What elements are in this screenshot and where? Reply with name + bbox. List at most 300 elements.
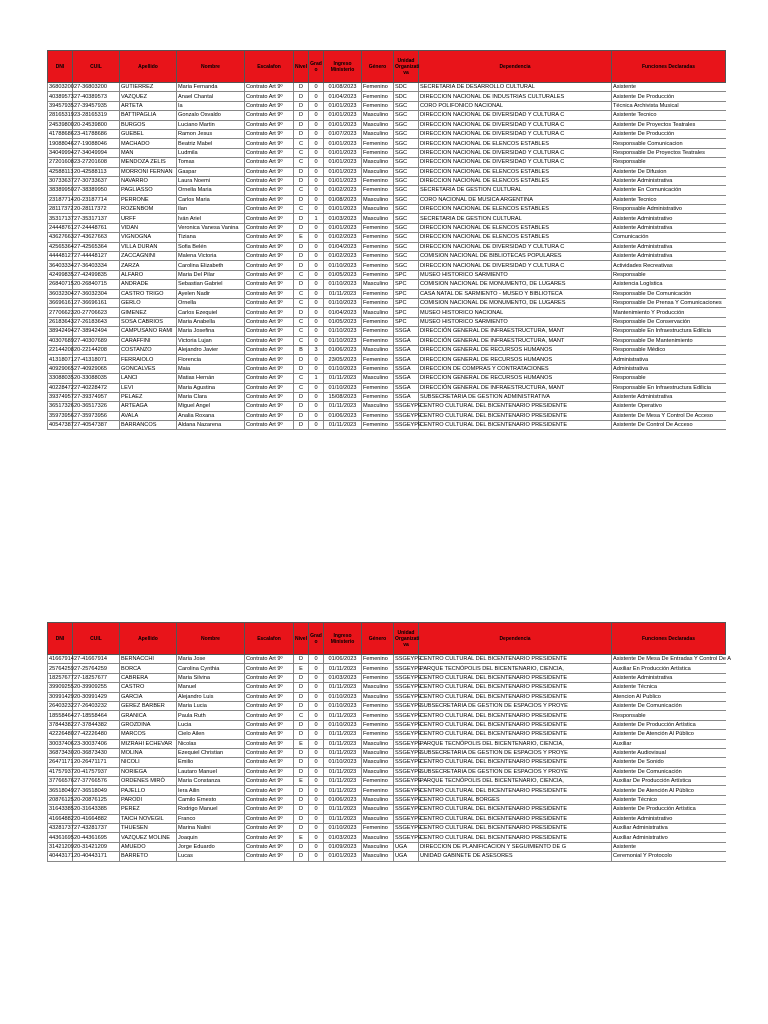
- cell-nombre: Joaquin: [177, 833, 245, 842]
- cell-cuil: 20-26471171: [73, 758, 120, 767]
- cell-genero: Femenino: [362, 261, 394, 270]
- cell-ingreso: 01/10/2023: [324, 824, 362, 833]
- cell-genero: Masculino: [362, 833, 394, 842]
- cell-cuil: 27-40547387: [73, 421, 120, 430]
- table-row: [48, 308, 726, 317]
- cell-unidad: SSGA: [394, 327, 419, 336]
- cell-grado: 0: [309, 308, 324, 317]
- cell-genero: Masculino: [362, 280, 394, 289]
- cell-grado: 0: [309, 767, 324, 776]
- cell-cuil: 20-36873430: [73, 748, 120, 757]
- column-header-funciones: Funciones Declaradas: [612, 623, 726, 655]
- cell-dni: 36403334: [49, 262, 74, 269]
- cell-funciones: Auxiliar: [612, 739, 726, 748]
- cell-escalafon: Contrato Art 9º: [245, 673, 294, 682]
- cell-cuil: 27-18558464: [73, 711, 120, 720]
- cell-nombre: Alejandro Javier: [177, 345, 245, 354]
- cell-ingreso: 01/01/2023: [324, 223, 362, 232]
- column-header-nombre: Nombre: [177, 623, 245, 655]
- cell-genero: Femenino: [362, 139, 394, 148]
- cell-nivel: D: [294, 701, 309, 710]
- cell-genero: Femenino: [362, 355, 394, 364]
- cell-ingreso: 01/10/2023: [324, 327, 362, 336]
- cell-nivel: D: [294, 421, 309, 430]
- cell-nivel: C: [294, 289, 309, 298]
- cell-cuil: 27-37766576: [73, 777, 120, 786]
- cell-cuil: 27-36403334: [73, 261, 120, 270]
- cell-cuil: 20-41757937: [73, 767, 120, 776]
- cell-cuil: 20-40443171: [73, 852, 120, 861]
- column-header-dependencia: Dependencia: [419, 51, 612, 83]
- cell-funciones: Asistente Administrativa: [612, 252, 726, 261]
- cell-dependencia: CENTRO CULTURAL DEL BICENTENARIO PRESIDENTE: [419, 805, 612, 814]
- cell-nivel: D: [294, 852, 309, 861]
- cell-dni: 22144208: [49, 347, 74, 354]
- cell-apellido: NAVARRO: [120, 176, 177, 185]
- cell-funciones: Asistente Técnica: [612, 683, 726, 692]
- cell-cuil: 27-25764259: [73, 664, 120, 673]
- cell-nombre: Maria Anabella: [177, 317, 245, 326]
- cell-unidad: SGC: [394, 223, 419, 232]
- cell-unidad: SSGEYPE: [395, 815, 422, 822]
- cell-dni: 35317137: [49, 215, 74, 222]
- cell-dependencia: COMISION NACIONAL DE MONUMENTO, DE LUGARES: [419, 280, 612, 289]
- table-row: [48, 852, 726, 861]
- cell-funciones: Responsable: [612, 270, 726, 279]
- cell-apellido: NICOLI: [120, 758, 177, 767]
- cell-cuil: 23-27201608: [73, 158, 120, 167]
- cell-escalafon: Contrato Art 9º: [245, 176, 294, 185]
- cell-ingreso: 01/01/2023: [324, 120, 362, 129]
- cell-dni: 38942494: [49, 328, 74, 335]
- cell-nivel: D: [294, 111, 309, 120]
- cell-ingreso: 01/10/2023: [324, 280, 362, 289]
- cell-cuil: 27-18257677: [73, 673, 120, 682]
- table-row: [48, 655, 726, 664]
- table-row: [48, 673, 726, 682]
- cell-cuil: 27-36803200: [73, 83, 120, 92]
- cell-nivel: C: [294, 383, 309, 392]
- cell-unidad: SPC: [394, 317, 419, 326]
- cell-escalafon: Contrato Art 9º: [245, 683, 294, 692]
- cell-ingreso: 01/10/2023: [324, 720, 362, 729]
- cell-ingreso: 01/01/2023: [324, 148, 362, 157]
- cell-ingreso: 01/11/2023: [324, 402, 362, 411]
- cell-nivel: D: [294, 83, 309, 92]
- cell-unidad: SPC: [394, 289, 419, 298]
- table-row: [48, 421, 726, 430]
- cell-apellido: LEVI: [120, 383, 177, 392]
- cell-escalafon: Contrato Art 9º: [245, 758, 294, 767]
- cell-funciones: Asistente De Mesa De Entradas Y Control De A: [613, 656, 731, 663]
- cell-funciones: Auxiliar En Producción Artística: [612, 664, 726, 673]
- cell-funciones: Asistente Tecnico: [612, 195, 726, 204]
- cell-genero: Masculino: [362, 195, 394, 204]
- table-row: [48, 242, 726, 251]
- cell-ingreso: 01/11/2023: [324, 289, 362, 298]
- cell-dependencia: COMISION NACIONAL DE BIBLIOTECAS POPULARES: [419, 252, 612, 261]
- cell-dependencia: CENTRO CULTURAL DEL BICENTENARIO PRESIDENTE: [419, 758, 612, 767]
- cell-grado: 0: [309, 261, 324, 270]
- cell-nombre: Gaspar: [177, 167, 245, 176]
- cell-unidad: SGC: [394, 176, 419, 185]
- cell-funciones: Responsable De Comunicación: [612, 289, 726, 298]
- cell-dependencia: DIRECCION NACIONAL DE ELENCOS ESTABLES: [419, 176, 612, 185]
- cell-nivel: D: [294, 720, 309, 729]
- cell-escalafon: Contrato Art 9º: [245, 270, 294, 279]
- column-header-nivel: Nivel: [294, 51, 309, 83]
- cell-dependencia: CENTRO CULTURAL DEL BICENTENARIO PRESIDENTE: [419, 786, 612, 795]
- cell-nombre: Paula Ruth: [177, 711, 245, 720]
- cell-apellido: MAN: [120, 148, 177, 157]
- column-header-dni: DNI: [48, 623, 73, 655]
- cell-nivel: D: [294, 786, 309, 795]
- cell-genero: Femenino: [362, 664, 394, 673]
- cell-nombre: Ia: [177, 101, 245, 110]
- cell-escalafon: Contrato Art 9º: [245, 280, 294, 289]
- cell-dni: 41664882: [49, 815, 74, 822]
- cell-grado: 3: [309, 345, 324, 354]
- cell-unidad: SGC: [394, 205, 419, 214]
- cell-nombre: Maria Josefina: [177, 327, 245, 336]
- cell-escalafon: Contrato Art 9º: [245, 374, 294, 383]
- cell-grado: 0: [309, 242, 324, 251]
- cell-funciones: Administrativa: [612, 355, 726, 364]
- cell-nivel: D: [294, 92, 309, 101]
- cell-genero: Femenino: [362, 824, 394, 833]
- cell-genero: Masculino: [362, 852, 394, 861]
- cell-funciones: Asistente De Proyectos Teatrales: [612, 120, 726, 129]
- cell-escalafon: Contrato Art 9º: [245, 148, 294, 157]
- cell-escalafon: Contrato Art 9º: [245, 402, 294, 411]
- cell-escalafon: Contrato Art 9º: [245, 261, 294, 270]
- column-header-grado: Grad o: [309, 623, 324, 655]
- cell-cuil: 20-31643385: [73, 805, 120, 814]
- cell-dni: 35973956: [49, 412, 74, 419]
- cell-apellido: ZACCAGNINI: [120, 252, 177, 261]
- cell-grado: 1: [309, 374, 324, 383]
- cell-grado: 0: [309, 814, 324, 823]
- cell-funciones: Asistente Administrativa: [612, 176, 726, 185]
- cell-grado: 0: [309, 83, 324, 92]
- cell-unidad: SSGEYPE: [395, 703, 422, 710]
- cell-apellido: PELAEZ: [120, 392, 177, 401]
- cell-ingreso: 01/06/2023: [324, 411, 362, 420]
- cell-apellido: PEREZ: [120, 805, 177, 814]
- cell-dni: 41318071: [49, 356, 74, 363]
- cell-dni: 24448761: [49, 225, 74, 232]
- cell-nombre: Ayelen Nadir: [177, 289, 245, 298]
- column-header-escalafon: Escalafon: [245, 51, 294, 83]
- cell-genero: Masculino: [362, 167, 394, 176]
- column-header-dni: DNI: [48, 51, 73, 83]
- cell-apellido: TAICH NOVEGIL: [120, 814, 177, 823]
- cell-dni: 26471171: [49, 759, 74, 766]
- cell-ingreso: 01/01/2023: [324, 167, 362, 176]
- cell-genero: Femenino: [362, 730, 394, 739]
- cell-dni: 40389573: [49, 93, 74, 100]
- cell-dependencia: SUBSECRETARIA DE GESTION ADMINISTRATIVA: [419, 392, 612, 401]
- cell-funciones: Administrativa: [612, 364, 726, 373]
- table-row: [48, 336, 726, 345]
- cell-funciones: Atencion Al Publico: [612, 692, 726, 701]
- cell-genero: Masculino: [362, 345, 394, 354]
- table-row: [48, 317, 726, 326]
- cell-dependencia: DIRECCION NACIONAL DE DIVERSIDAD Y CULTURA C: [419, 261, 612, 270]
- table-row: [48, 748, 726, 757]
- cell-dependencia: MUSEO HISTORICO SARMIENTO: [419, 270, 612, 279]
- cell-dni: 39374957: [49, 394, 74, 401]
- cell-cuil: 20-44361695: [73, 833, 120, 842]
- cell-grado: 0: [309, 195, 324, 204]
- cell-unidad: SSGA: [394, 364, 419, 373]
- cell-nombre: Anael Chantal: [177, 92, 245, 101]
- cell-escalafon: Contrato Art 9º: [245, 92, 294, 101]
- cell-nombre: Tiziana: [177, 233, 245, 242]
- cell-nivel: D: [294, 261, 309, 270]
- table-row: [48, 120, 726, 129]
- table-row: [48, 176, 726, 185]
- cell-dni: 24539800: [49, 121, 74, 128]
- cell-apellido: VAZQUEZ: [120, 92, 177, 101]
- table-row: [48, 92, 726, 101]
- cell-dni: 26403232: [49, 703, 74, 710]
- cell-dependencia: CENTRO CULTURAL DEL BICENTENARIO PRESIDENTE: [419, 673, 612, 682]
- cell-dependencia: CENTRO CULTURAL DEL BICENTENARIO PRESIDENTE: [419, 824, 612, 833]
- cell-nombre: Nicolas: [177, 739, 245, 748]
- cell-nivel: C: [294, 148, 309, 157]
- cell-genero: Femenino: [362, 298, 394, 307]
- cell-genero: Femenino: [362, 317, 394, 326]
- cell-ingreso: 01/11/2023: [324, 374, 362, 383]
- cell-dni: 30037406: [49, 740, 74, 747]
- cell-grado: 0: [309, 148, 324, 157]
- cell-unidad: SSGEYPE: [395, 750, 422, 757]
- cell-funciones: Asistente Tecnico: [612, 111, 726, 120]
- cell-unidad: SSGEYPE: [395, 665, 422, 672]
- cell-ingreso: 01/10/2023: [324, 692, 362, 701]
- table-row: [48, 289, 726, 298]
- cell-apellido: MENDOZA ZELIS: [120, 158, 177, 167]
- cell-grado: 0: [309, 364, 324, 373]
- cell-grado: 0: [309, 730, 324, 739]
- table-row: [48, 383, 726, 392]
- cell-cuil: 27-41667914: [73, 655, 120, 664]
- cell-grado: 0: [309, 739, 324, 748]
- cell-unidad: SSGA: [394, 355, 419, 364]
- cell-unidad: SSGEYPE: [395, 422, 422, 429]
- cell-nombre: Laura Noemi: [177, 176, 245, 185]
- cell-genero: Femenino: [362, 392, 394, 401]
- cell-unidad: SGC: [394, 158, 419, 167]
- cell-nombre: Rodrigo Manuel: [177, 805, 245, 814]
- cell-dependencia: DIRECCION NACIONAL DE ELENCOS ESTABLES: [419, 223, 612, 232]
- table-row: [48, 195, 726, 204]
- cell-dependencia: MUSEO HISTORICO NACIONAL: [419, 308, 612, 317]
- cell-apellido: THUESEN: [120, 824, 177, 833]
- cell-apellido: MOLINA: [120, 748, 177, 757]
- table-row: [48, 101, 726, 110]
- cell-funciones: Asistente De Difusion: [612, 167, 726, 176]
- cell-grado: 0: [309, 842, 324, 851]
- cell-apellido: MARCOS: [120, 730, 177, 739]
- cell-genero: Femenino: [362, 223, 394, 232]
- cell-cuil: 27-42499835: [73, 270, 120, 279]
- table-row: [48, 411, 726, 420]
- cell-grado: 0: [309, 777, 324, 786]
- cell-funciones: Asistente Administrativo: [612, 214, 726, 223]
- cell-funciones: Responsable De Proyectos Teatrales: [612, 148, 726, 157]
- cell-genero: Masculino: [362, 205, 394, 214]
- cell-dni: 41667914: [49, 656, 74, 663]
- cell-escalafon: Contrato Art 9º: [245, 111, 294, 120]
- cell-ingreso: 15/08/2023: [324, 392, 362, 401]
- cell-apellido: PARODI: [120, 795, 177, 804]
- cell-funciones: Responsable En Infraestructura Edilicia: [612, 327, 726, 336]
- cell-escalafon: Contrato Art 9º: [245, 167, 294, 176]
- cell-ingreso: 01/04/2023: [324, 308, 362, 317]
- cell-apellido: GERLO: [120, 298, 177, 307]
- cell-cuil: 20-26840715: [73, 280, 120, 289]
- cell-unidad: SSGEYPE: [395, 759, 422, 766]
- cell-ingreso: 01/10/2023: [324, 383, 362, 392]
- cell-genero: Femenino: [362, 421, 394, 430]
- table-row: [48, 148, 726, 157]
- cell-grado: 0: [309, 336, 324, 345]
- cell-funciones: Asistencia Logística: [612, 280, 726, 289]
- cell-ingreso: 01/02/2023: [324, 252, 362, 261]
- cell-funciones: Asistente De Atención Al Público: [612, 730, 726, 739]
- table-row: [48, 345, 726, 354]
- cell-ingreso: 01/11/2023: [324, 805, 362, 814]
- cell-grado: 0: [309, 139, 324, 148]
- cell-cuil: 27-36032304: [73, 289, 120, 298]
- cell-genero: Masculino: [362, 805, 394, 814]
- cell-apellido: LANCI: [120, 374, 177, 383]
- cell-nombre: Maria Lucia: [177, 701, 245, 710]
- cell-unidad: SSGEYPE: [395, 412, 422, 419]
- cell-dependencia: DIRECCION NACIONAL DE DIVERSIDAD Y CULTURA C: [419, 158, 612, 167]
- cell-nombre: Franco: [177, 814, 245, 823]
- cell-funciones: Asistente Administrativa: [612, 673, 726, 682]
- column-header-unidad: Unidad Organizati va: [394, 51, 419, 83]
- cell-unidad: SSGEYPE: [395, 656, 422, 663]
- cell-apellido: BARRETO: [120, 852, 177, 861]
- cell-ingreso: 01/10/2023: [324, 701, 362, 710]
- cell-apellido: ORDENES MIRÓ: [120, 777, 177, 786]
- cell-dependencia: COMISION NACIONAL DE MONUMENTO, DE LUGARES: [419, 298, 612, 307]
- table-row: [48, 767, 726, 776]
- cell-nivel: C: [294, 205, 309, 214]
- cell-genero: Masculino: [362, 402, 394, 411]
- cell-ingreso: 01/11/2023: [324, 814, 362, 823]
- cell-dni: 37844382: [49, 721, 74, 728]
- cell-nombre: Iván Ariel: [177, 214, 245, 223]
- cell-nivel: D: [294, 195, 309, 204]
- column-header-dependencia: Dependencia: [419, 623, 612, 655]
- cell-nivel: D: [294, 767, 309, 776]
- cell-escalafon: Contrato Art 9º: [245, 711, 294, 720]
- table-row: [48, 186, 726, 195]
- cell-grado: 0: [309, 270, 324, 279]
- table-row: [48, 795, 726, 804]
- cell-funciones: Asistente De Sonido: [612, 758, 726, 767]
- cell-unidad: SSGEYPE: [395, 806, 422, 813]
- cell-dependencia: DIRECCION DE COMPRAS Y CONTRATACIONES: [419, 364, 612, 373]
- table-row: [48, 701, 726, 710]
- column-header-ingreso: Ingreso Ministerio: [324, 623, 362, 655]
- table-row: [48, 214, 726, 223]
- cell-dependencia: SECRETARIA DE GESTION CULTURAL: [419, 186, 612, 195]
- cell-escalafon: Contrato Art 9º: [245, 233, 294, 242]
- table-row: [48, 711, 726, 720]
- cell-ingreso: 01/11/2023: [324, 664, 362, 673]
- cell-apellido: VILLA DURAN: [120, 242, 177, 251]
- cell-dni: 36803200: [49, 84, 74, 91]
- cell-cuil: 27-39457935: [73, 101, 120, 110]
- cell-unidad: SSGEYPE: [395, 787, 422, 794]
- cell-nombre: Maria Clara: [177, 392, 245, 401]
- cell-nombre: Ramon Jesus: [177, 129, 245, 138]
- cell-nombre: Sebastian Gabriel: [177, 280, 245, 289]
- cell-nivel: E: [294, 664, 309, 673]
- cell-funciones: Auxiliar Administrativa: [612, 824, 726, 833]
- cell-cuil: 27-24448761: [73, 223, 120, 232]
- cell-genero: Masculino: [362, 692, 394, 701]
- cell-apellido: CAMPUSANO RAMI: [120, 327, 177, 336]
- cell-dependencia: MUSEO HISTORICO SARMIENTO: [419, 317, 612, 326]
- cell-genero: Masculino: [362, 111, 394, 120]
- cell-escalafon: Contrato Art 9º: [245, 336, 294, 345]
- cell-funciones: Responsable Médico: [612, 345, 726, 354]
- cell-apellido: MIZRAHI ECHEVAR: [120, 739, 177, 748]
- cell-apellido: PAJELLO: [120, 786, 177, 795]
- cell-dni: 28165319: [49, 112, 74, 119]
- cell-dni: 38389950: [49, 187, 74, 194]
- cell-escalafon: Contrato Art 9º: [245, 317, 294, 326]
- cell-ingreso: 01/08/2023: [324, 83, 362, 92]
- cell-unidad: SGC: [394, 148, 419, 157]
- data-table: [47, 50, 726, 430]
- cell-unidad: SSGEYPE: [395, 731, 422, 738]
- cell-genero: Femenino: [362, 411, 394, 420]
- cell-cuil: 20-42588113: [73, 167, 120, 176]
- cell-nivel: D: [294, 692, 309, 701]
- cell-apellido: PAGLIASSO: [120, 186, 177, 195]
- table-row: [48, 842, 726, 851]
- cell-genero: Femenino: [362, 186, 394, 195]
- cell-nombre: Victoria Lujan: [177, 336, 245, 345]
- cell-funciones: Responsable: [612, 158, 726, 167]
- cell-unidad: SPC: [394, 308, 419, 317]
- cell-apellido: ARTETA: [120, 101, 177, 110]
- cell-nombre: Ilan: [177, 205, 245, 214]
- cell-unidad: SSGEYPE: [395, 778, 422, 785]
- cell-genero: Femenino: [362, 233, 394, 242]
- cell-cuil: 20-27706623: [73, 308, 120, 317]
- cell-apellido: MACHADO: [120, 139, 177, 148]
- cell-dni: 30991429: [49, 693, 74, 700]
- cell-apellido: BATTIPAGLIA: [120, 111, 177, 120]
- cell-grado: 0: [309, 664, 324, 673]
- employee-table-1: [47, 50, 725, 430]
- cell-unidad: SGC: [394, 252, 419, 261]
- cell-funciones: Responsable De Prensa Y Comunicaciones: [612, 298, 726, 307]
- cell-genero: Femenino: [362, 242, 394, 251]
- cell-funciones: Asistente Técnico: [612, 795, 726, 804]
- table-row: [48, 139, 726, 148]
- cell-funciones: Asistente Audiovisual: [612, 748, 726, 757]
